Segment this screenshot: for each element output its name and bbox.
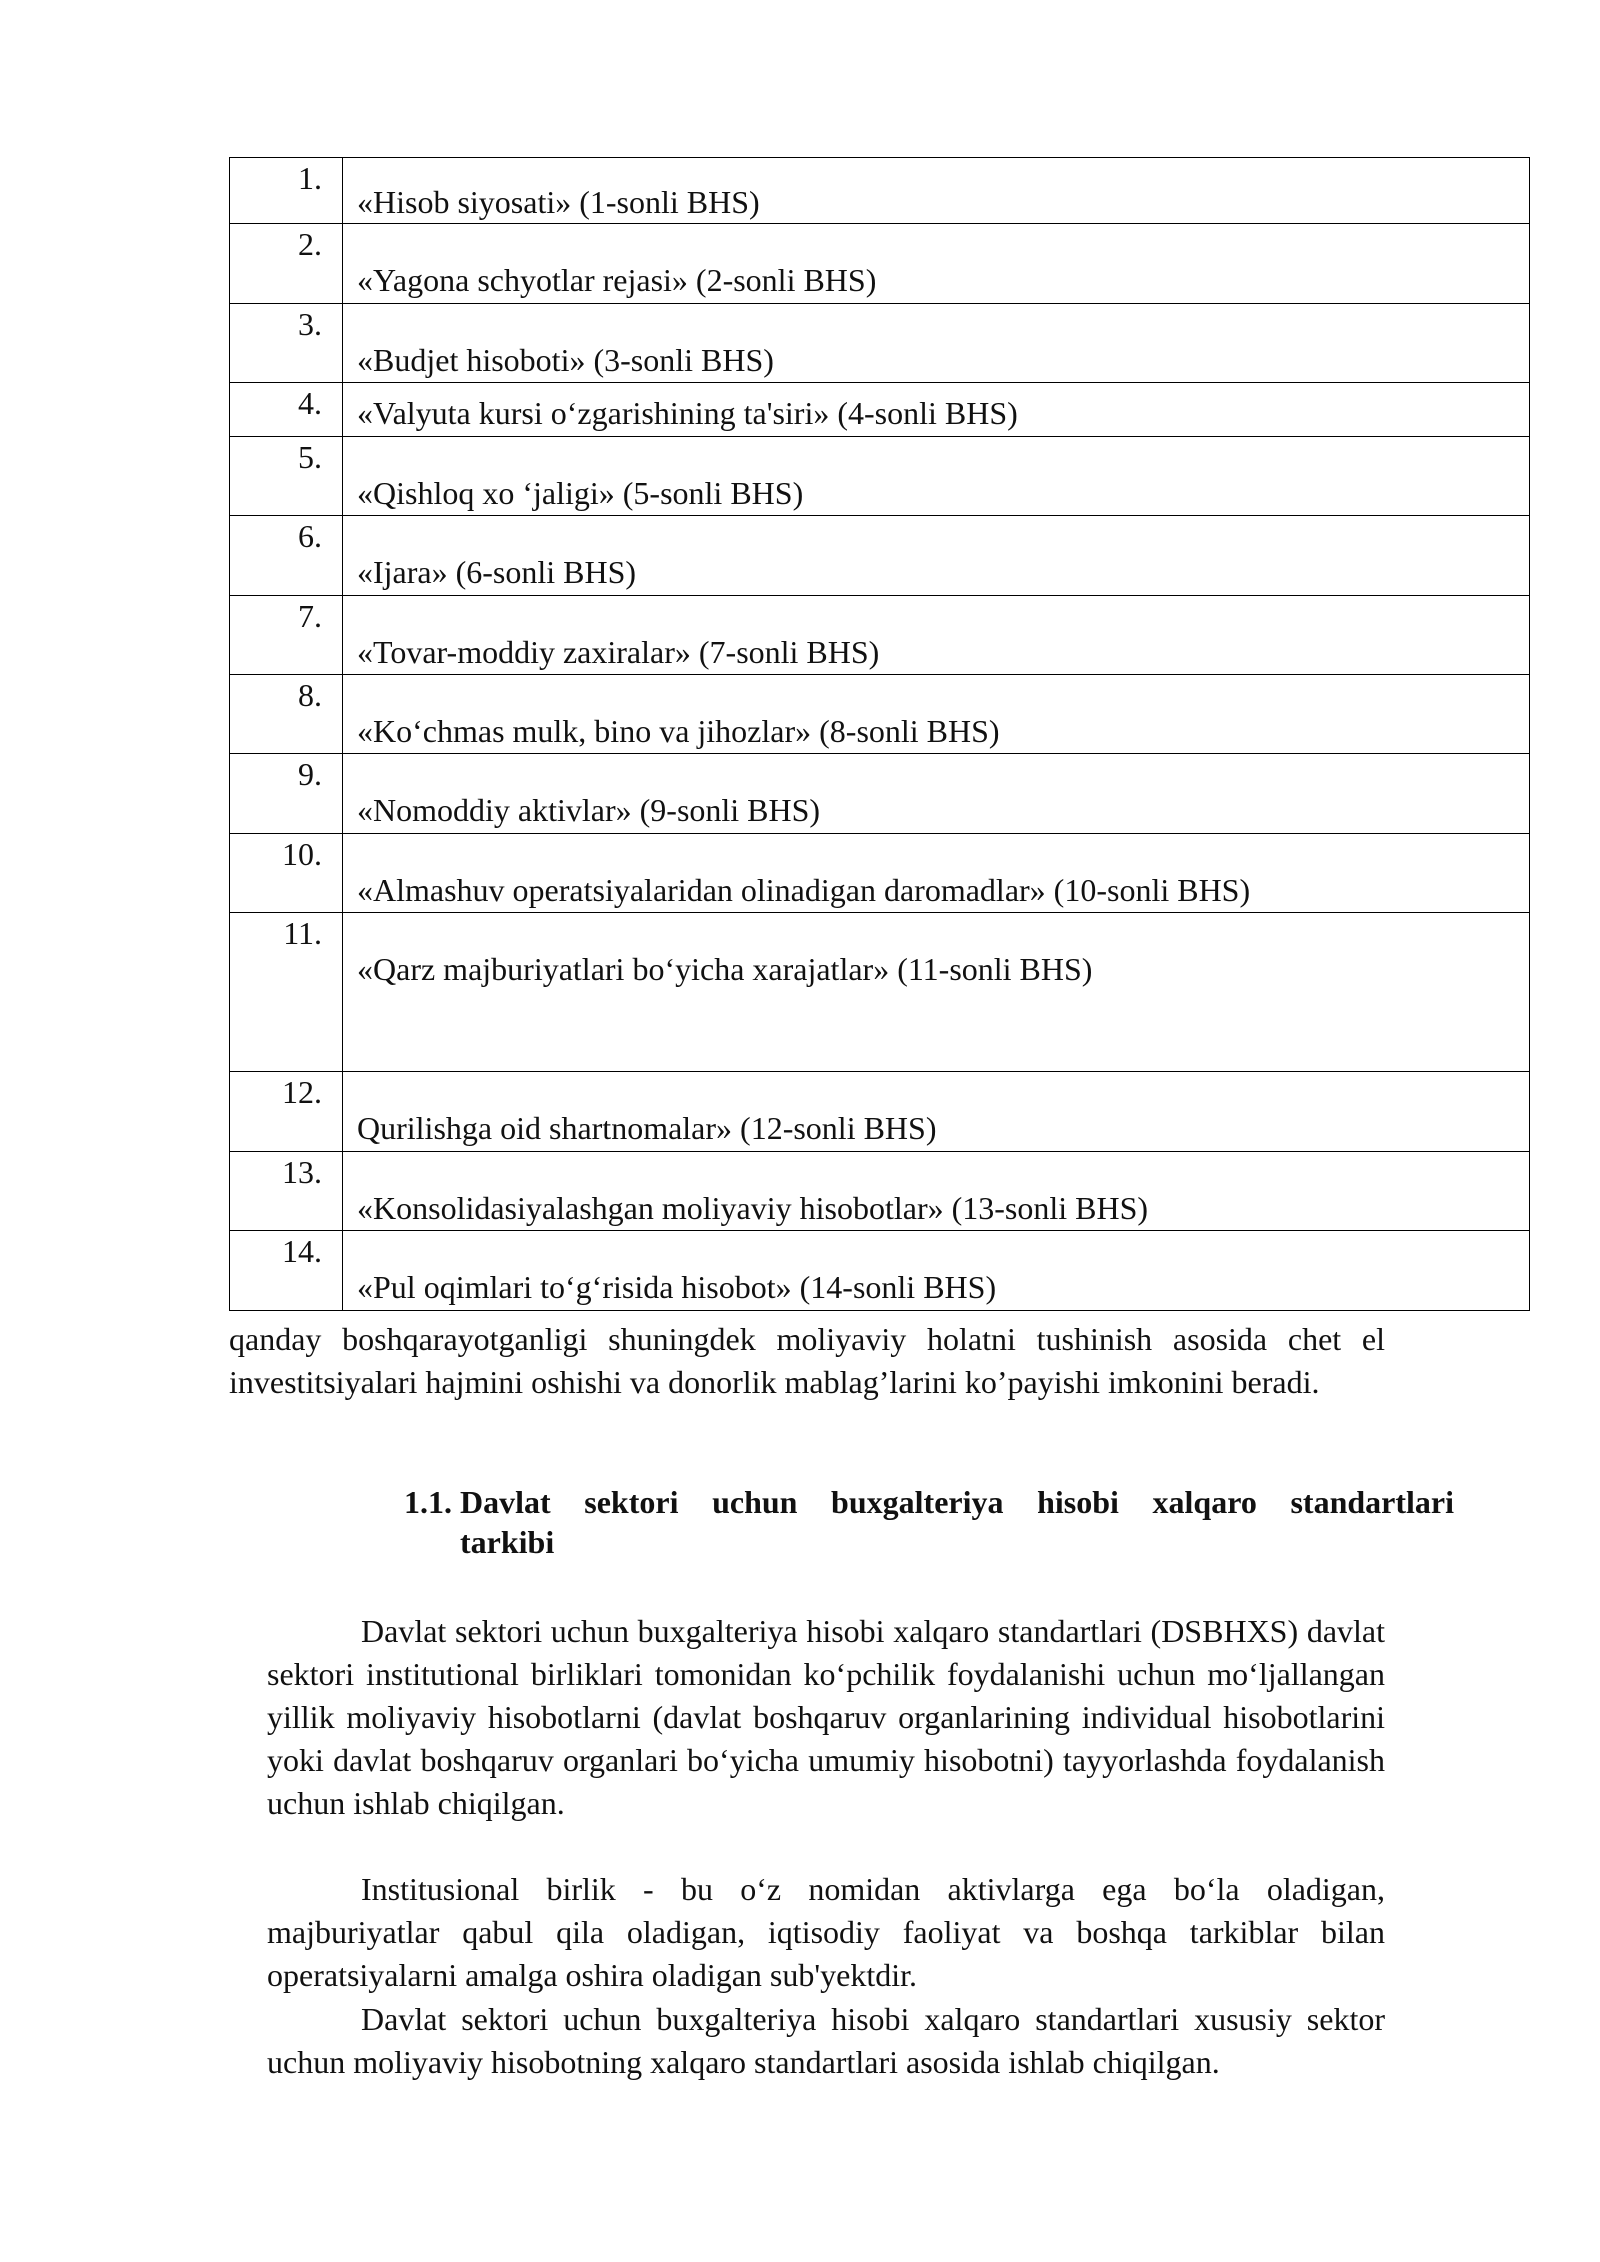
- table-row: [230, 596, 1530, 675]
- row-number: 3.: [298, 306, 322, 342]
- table-row: [230, 437, 1530, 516]
- body-paragraph-3: Davlat sektori uchun buxgalteriya hisobi xalqaro standartlari xususiy sektor uchun moliyaviy hisobotning xalqaro standartlari asosida ishlab chiqilgan.: [267, 2001, 1385, 2080]
- standard-name: «Hisob siyosati» (1-sonli BHS): [357, 184, 760, 220]
- table-row: [230, 516, 1530, 596]
- table-row: [230, 1152, 1530, 1231]
- row-number: 8.: [298, 677, 322, 713]
- table-row: [230, 383, 1530, 437]
- standards-table: [229, 157, 1530, 1311]
- row-number: 9.: [298, 756, 322, 792]
- table-row: [230, 913, 1530, 1072]
- table-row: [230, 304, 1530, 383]
- table-row: [230, 1231, 1530, 1311]
- standard-name-cell: [343, 158, 1530, 224]
- body-paragraph-1: Davlat sektori uchun buxgalteriya hisobi xalqaro standartlari (DSBHXS) davlat sektori institutional birliklari tomonidan ko‘pchilik foydalanishi uchun mo‘ljallangan yillik moliyaviy hisobotlarni (davlat boshqaruv organlarining individual hisobotlarini yoki davlat boshqaruv organlari bo‘yicha umumiy hisobotni) tayyorlashda foydalanish uchun ishlab chiqilgan.: [267, 1613, 1385, 1821]
- row-number: 4.: [298, 385, 322, 421]
- standard-name: «Nomoddiy aktivlar» (9-sonli BHS): [357, 792, 821, 828]
- row-number: 2.: [298, 226, 322, 262]
- standard-name: «Ko‘chmas mulk, bino va jihozlar» (8-sonli BHS): [357, 713, 1000, 749]
- row-number: 6.: [298, 518, 322, 554]
- row-number: 10.: [282, 836, 322, 872]
- standard-name: «Ijara» (6-sonli BHS): [357, 554, 637, 590]
- section-number: 1.1.: [404, 1484, 452, 1520]
- section-title-line-2: tarkibi: [460, 1524, 555, 1560]
- row-number: 12.: [282, 1074, 322, 1110]
- table-row: [230, 158, 1530, 224]
- continuation-paragraph: qanday boshqarayotganligi shuningdek moliyaviy holatni tushinish asosida chet el investitsiyalari hajmini oshishi va donorlik mablag’larini ko’payishi imkonini beradi.: [229, 1321, 1385, 1400]
- section-heading: [404, 1482, 1454, 1562]
- standard-name: Qurilishga oid shartnomalar» (12-sonli BHS): [357, 1110, 937, 1146]
- table-row: [230, 224, 1530, 304]
- body-paragraph-2: Institusional birlik - bu o‘z nomidan aktivlarga ega bo‘la oladigan, majburiyatlar qabul qila oladigan, iqtisodiy faoliyat va boshqa tarkiblar bilan operatsiyalarni amalga oshira oladigan sub'yektdir.: [267, 1871, 1385, 1993]
- table-row: [230, 834, 1530, 913]
- row-number: 13.: [282, 1154, 322, 1190]
- table-row: [230, 1072, 1530, 1152]
- standard-name: «Konsolidasiyalashgan moliyaviy hisobotlar» (13-sonli BHS): [357, 1190, 1149, 1226]
- standard-name: «Yagona schyotlar rejasi» (2-sonli BHS): [357, 262, 877, 298]
- table-row: [230, 675, 1530, 754]
- row-number-cell: [230, 158, 343, 224]
- standard-name: «Almashuv operatsiyalaridan olinadigan daromadlar» (10-sonli BHS): [357, 872, 1251, 908]
- section-title: [460, 1482, 1454, 1562]
- standard-name: «Qishloq xo ‘jaligi» (5-sonli BHS): [357, 475, 804, 511]
- standard-name: «Budjet hisoboti» (3-sonli BHS): [357, 342, 774, 378]
- standard-name: «Qarz majburiyatlari bo‘yicha xarajatlar» (11-sonli BHS): [357, 951, 1093, 987]
- row-number: 5.: [298, 439, 322, 475]
- table-row: [230, 754, 1530, 834]
- row-number: 7.: [298, 598, 322, 634]
- row-number: 11.: [283, 915, 322, 951]
- standard-name: «Valyuta kursi o‘zgarishining ta'siri» (4-sonli BHS): [357, 395, 1018, 431]
- row-number: 14.: [282, 1233, 322, 1269]
- standard-name: «Tovar-moddiy zaxiralar» (7-sonli BHS): [357, 634, 880, 670]
- section-title-line-1: Davlat sektori uchun buxgalteriya hisobi xalqaro standartlari: [460, 1484, 1454, 1520]
- standard-name: «Pul oqimlari to‘g‘risida hisobot» (14-sonli BHS): [357, 1269, 997, 1305]
- row-number: 1.: [298, 160, 322, 196]
